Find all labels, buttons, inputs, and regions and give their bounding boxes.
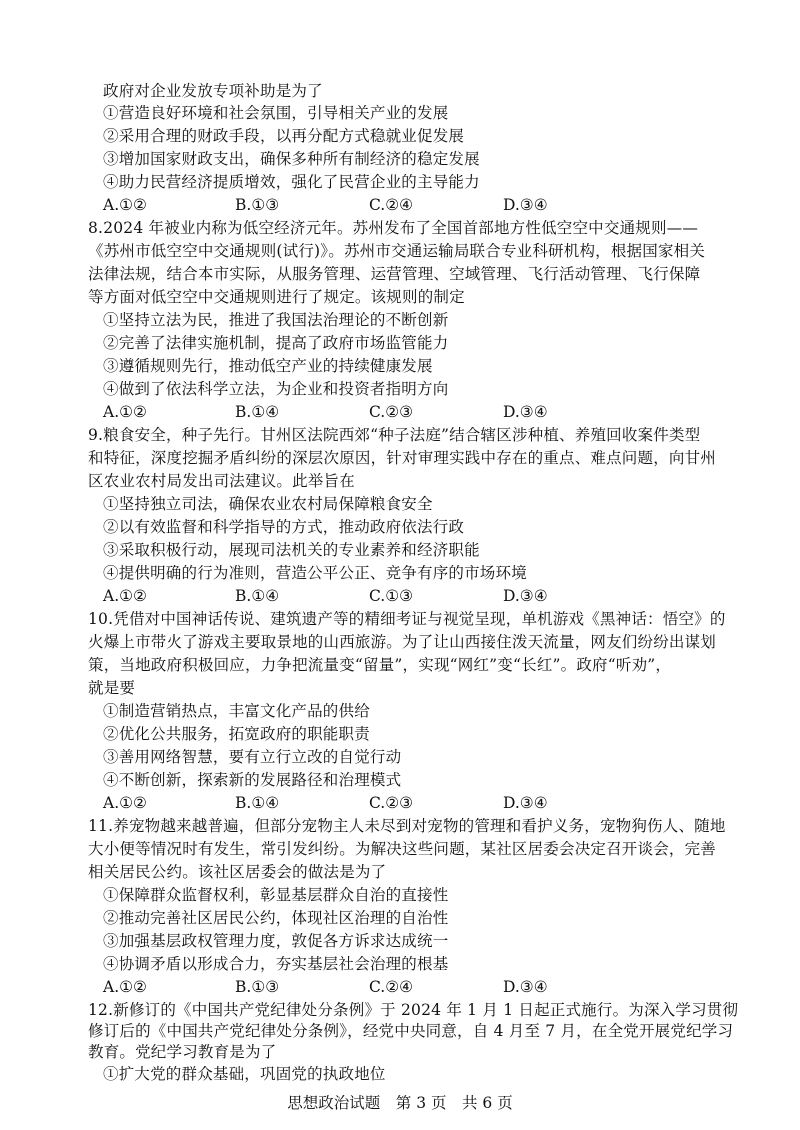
answer-statement: ③遵循规则先行，推动低空产业的持续健康发展 xyxy=(103,357,433,375)
answer-options xyxy=(103,585,663,607)
question-9-stem: 和特征，深度挖掘矛盾纠纷的深层次原因，针对审理实践中存在的重点、难点问题，向甘州 xyxy=(88,449,717,467)
question-10-stem: 策，当地政府积极回应，力争把流量变“留量”，实现“网红”变“长红”。政府“听劝”， xyxy=(88,656,672,674)
question-10-stem: 就是要 xyxy=(88,679,136,697)
answer-statement: ①坚持独立司法，确保农业农村局保障粮食安全 xyxy=(103,495,433,513)
question-8-stem: 等方面对低空空中交通规则进行了规定。该规则的制定 xyxy=(88,288,465,306)
answer-options xyxy=(103,976,663,998)
answer-statement: ④不断创新，探索新的发展路径和治理模式 xyxy=(103,771,402,789)
answer-statement: ①保障群众监督权利，彰显基层群众自治的直接性 xyxy=(103,886,449,904)
question-11-stem: 大小便等情况时有发生，常引发纠纷。为解决这些问题，某社区居委会决定召开谈会，完善 xyxy=(88,840,717,858)
question-12-stem: 修订后的《中国共产党纪律处分条例》，经党中央同意，自 4 月至 7 月，在全党开展党纪学习 xyxy=(88,1022,734,1040)
answer-statement: ④助力民营经济提质增效，强化了民营企业的主导能力 xyxy=(103,173,480,191)
answer-statement: ①坚持立法为民，推进了我国法治理论的不断创新 xyxy=(103,311,449,329)
option-d: D.③④ xyxy=(503,794,548,812)
answer-statement: ④做到了依法科学立法，为企业和投资者指明方向 xyxy=(103,380,449,398)
option-d: D.③④ xyxy=(503,403,548,421)
answer-options xyxy=(103,792,663,814)
answer-options xyxy=(103,194,663,216)
answer-statement: ④提供明确的行为准则，营造公平公正、竞争有序的市场环境 xyxy=(103,564,527,582)
answer-statement: ①制造营销热点，丰富文化产品的供给 xyxy=(103,702,370,720)
question-12-stem: 教育。党纪学习教育是为了 xyxy=(88,1043,277,1061)
question-stem-line: 政府对企业发放专项补助是为了 xyxy=(103,82,323,100)
answer-statement: ②完善了法律实施机制，提高了政府市场监管能力 xyxy=(103,334,449,352)
answer-statement: ②采用合理的财政手段，以再分配方式稳就业促发展 xyxy=(103,127,465,145)
answer-statement: ③加强基层政权管理力度，敦促各方诉求达成统一 xyxy=(103,932,449,950)
option-a: A.①② xyxy=(103,978,147,996)
option-a: A.①② xyxy=(103,794,147,812)
answer-statement: ④协调矛盾以形成合力，夯实基层社会治理的根基 xyxy=(103,955,449,973)
question-9-stem: 区农业农村局发出司法建议。此举旨在 xyxy=(88,472,355,490)
answer-statement: ③采取积极行动，展现司法机关的专业素养和经济职能 xyxy=(103,541,480,559)
question-12-stem: 12.新修订的《中国共产党纪律处分条例》于 2024 年 1 月 1 日起正式施行。为深入学习贯彻 xyxy=(88,1001,739,1019)
question-8-stem: 法律法规，结合本市实际，从服务管理、运营管理、空域管理、飞行活动管理、飞行保障 xyxy=(88,265,701,283)
answer-statement: ③善用网络智慧，要有立行立改的自觉行动 xyxy=(103,748,402,766)
option-a: A.①② xyxy=(103,196,147,214)
question-8-stem: 8.2024 年被业内称为低空经济元年。苏州发布了全国首部地方性低空空中交通规则—— xyxy=(88,219,699,237)
option-b: B.①④ xyxy=(235,403,280,421)
option-c: C.①③ xyxy=(369,587,414,605)
answer-options xyxy=(103,401,663,423)
option-a: A.①② xyxy=(103,587,147,605)
page-footer: 思想政治试题 第 3 页 共 6 页 xyxy=(287,1094,513,1112)
question-11-stem: 相关居民公约。该社区居委会的做法是为了 xyxy=(88,863,387,881)
option-d: D.③④ xyxy=(503,587,548,605)
answer-statement: ③增加国家财政支出，确保多种所有制经济的稳定发展 xyxy=(103,150,480,168)
option-c: C.②③ xyxy=(369,794,414,812)
answer-statement: ②优化公共服务，拓宽政府的职能职责 xyxy=(103,725,370,743)
question-9-stem: 9.粮食安全，种子先行。甘州区法院西郊“种子法庭”结合辖区涉种植、养殖回收案件类型 xyxy=(88,426,701,444)
option-c: C.②④ xyxy=(369,196,414,214)
question-10-stem: 火爆上市带火了游戏主要取景地的山西旅游。为了让山西接住泼天流量，网友们纷纷出谋划 xyxy=(88,633,717,651)
option-a: A.①② xyxy=(103,403,147,421)
answer-statement: ②以有效监督和科学指导的方式，推动政府依法行政 xyxy=(103,518,465,536)
option-b: B.①③ xyxy=(235,978,280,996)
option-b: B.①③ xyxy=(235,196,280,214)
answer-statement: ①扩大党的群众基础，巩固党的执政地位 xyxy=(103,1065,386,1083)
question-11-stem: 11.养宠物越来越普遍，但部分宠物主人未尽到对宠物的管理和看护义务，宠物狗伤人、随地 xyxy=(88,817,726,835)
answer-statement: ①营造良好环境和社会氛围，引导相关产业的发展 xyxy=(103,104,449,122)
option-b: B.①④ xyxy=(235,587,280,605)
option-d: D.③④ xyxy=(503,196,548,214)
option-c: C.②③ xyxy=(369,403,414,421)
option-b: B.①④ xyxy=(235,794,280,812)
question-8-stem: 《苏州市低空空中交通规则(试行)》。苏州市交通运输局联合专业科研机构，根据国家相关 xyxy=(88,242,706,260)
question-10-stem: 10.凭借对中国神话传说、建筑遗产等的精细考证与视觉呈现，单机游戏《黑神话：悟空》的 xyxy=(88,610,726,628)
answer-statement: ②推动完善社区居民公约，体现社区治理的自治性 xyxy=(103,909,449,927)
option-d: D.③④ xyxy=(503,978,548,996)
option-c: C.②④ xyxy=(369,978,414,996)
